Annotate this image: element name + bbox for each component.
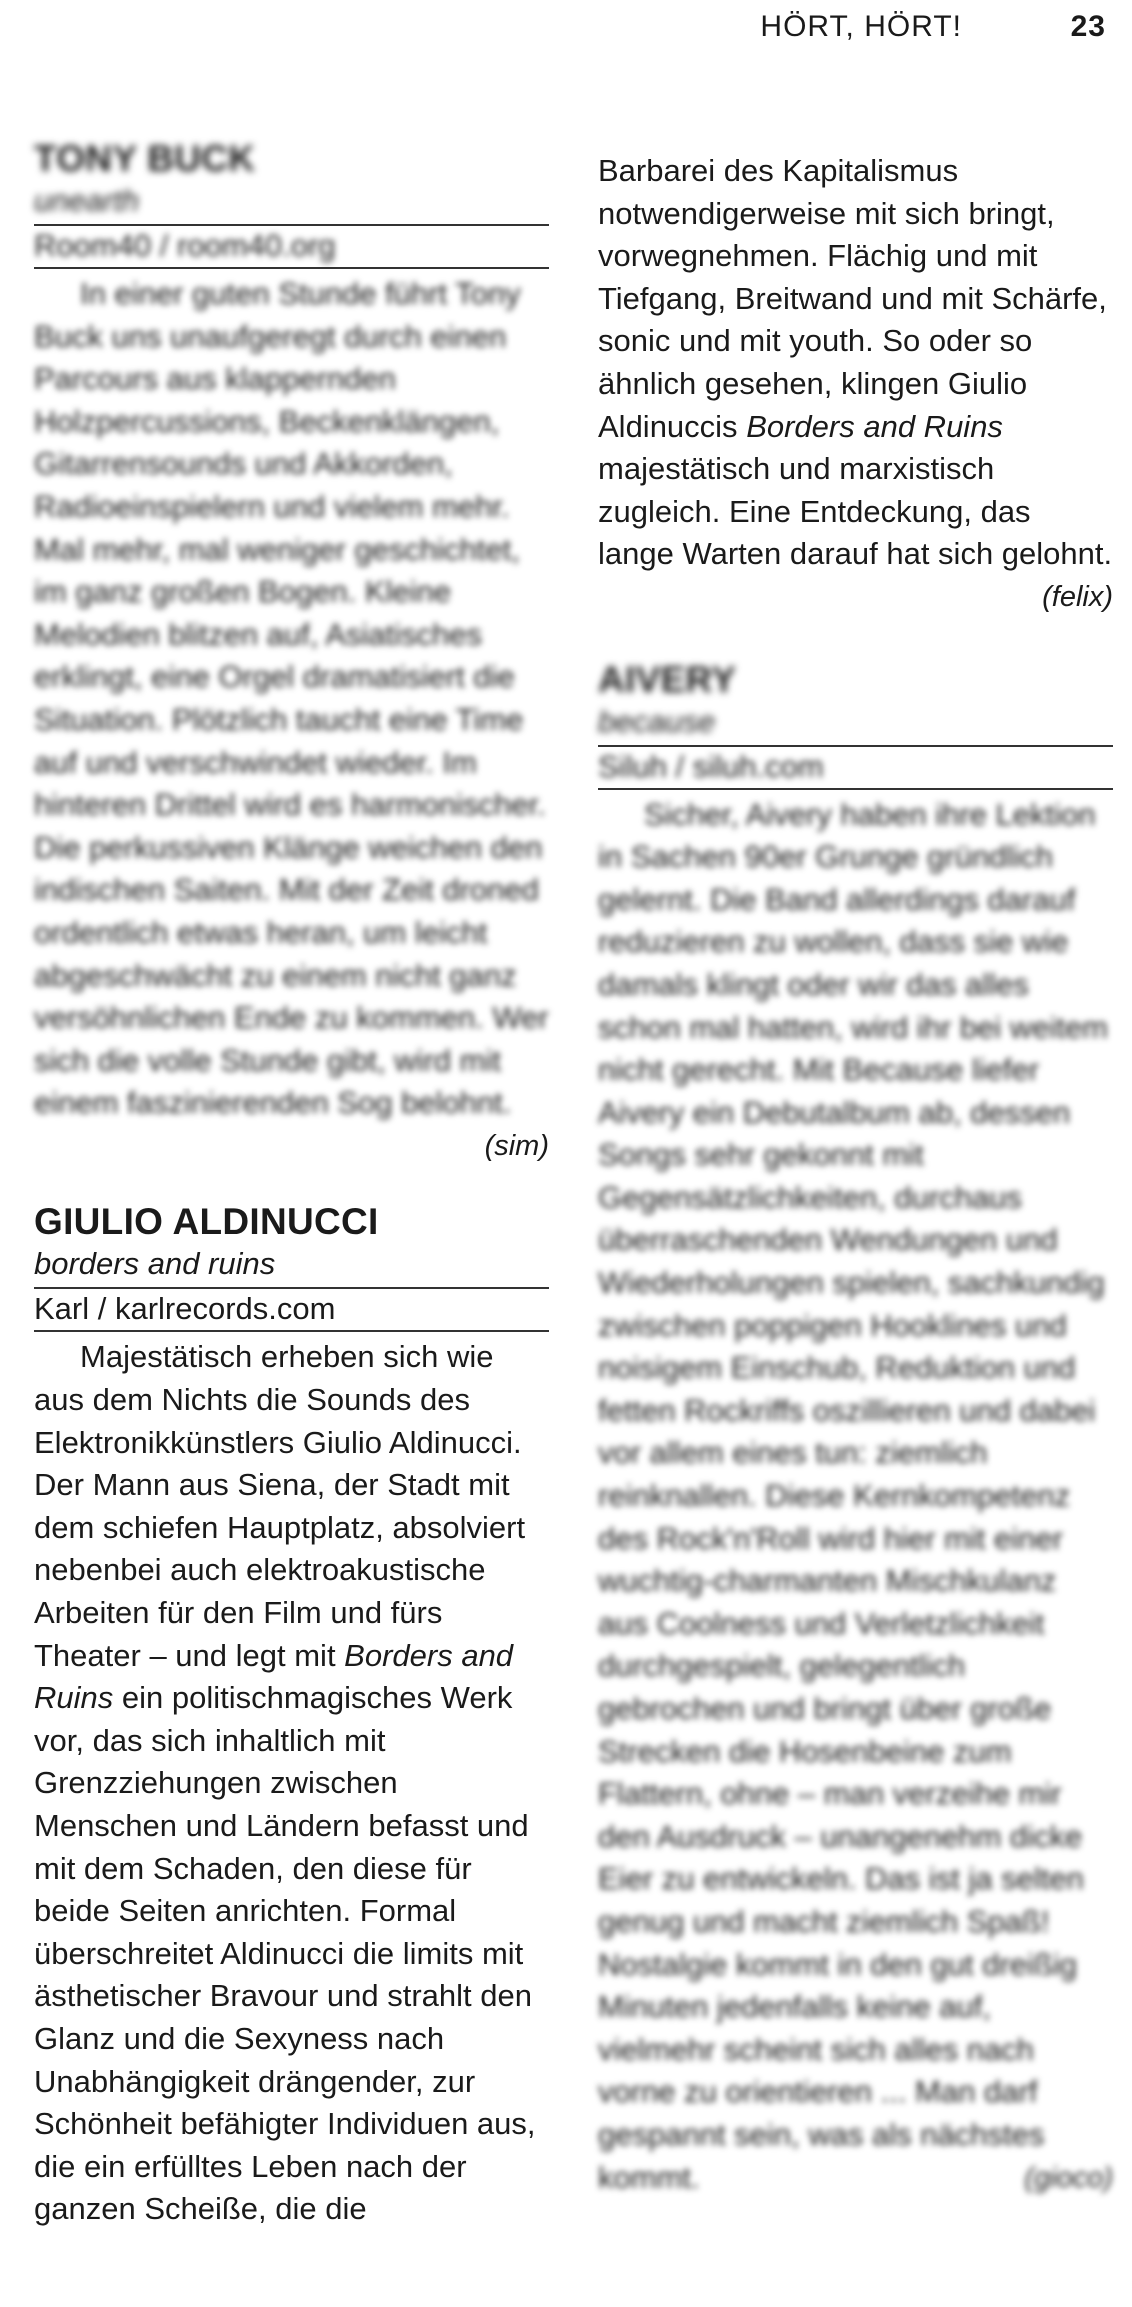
review-album-title-inline: Borders and Ruins	[34, 1637, 514, 1716]
review-body-text: In einer guten Stunde führt Tony Buck uns unaufgeregt durch einen Parcours aus klappernden Holzpercussions, Beckenklängen, Gitarrensounds und Akkorden, Radioeinspielern und vielem mehr. Mal mehr, mal weniger geschichtet, im ganz großen Bogen. Kleine Melodien blitzen auf, Asiatisches erklingt, eine Orgel dramatisiert die Situation. Plötzlich taucht eine Time auf und verschwindet wieder. Im hinteren Drittel wird es harmonischer. Die perkussiven Klänge weichen den indischen Saiten. Mit der Zeit droned ordentlich etwas heran, um leicht abgeschwächt zu einem nicht ganz versöhnlichen Ende zu kommen. Wer sich die volle Stunde gibt, wird mit einem faszinierenden Sog belohnt.	[34, 276, 549, 1121]
review-album-title-inline: Borders and Ruins	[746, 408, 1003, 444]
review-body-text-cont: ein politischmagisches Werk vor, das sich inhaltlich mit Grenzziehungen zwischen Menschen und Ländern befasst und mit dem Schaden, den diese für beide Seiten anrichten. Formal überschreitet Aldinucci die limits mit ästhetischer Bravour und strahlt den Glanz und die Sexyness nach Unabhängigkeit drängender, zur Schönheit befähigter Individuen aus, die ein erfülltes Leben nach der ganzen Scheiße, die die	[34, 1680, 536, 2227]
review-body-text: Majestätisch erheben sich wie aus dem Nichts die Sounds des Elektronikkünstlers Giulio Aldinucci. Der Mann aus Siena, der Stadt mit dem schiefen Hauptplatz, absolviert nebenbei auch elektroakustische Arbeiten für den Film und fürs Theater – und legt mit	[34, 1339, 526, 1673]
review-author: (felix)	[1042, 580, 1113, 613]
review-body	[34, 1336, 549, 2230]
review-body	[34, 273, 549, 1162]
review-body	[598, 794, 1113, 2200]
review-continuation-text-end: majestätisch und marxistisch zugleich. Eine Entdeckung, das lange Warten darauf hat sich gelohnt.	[598, 451, 1113, 572]
review-body-continuation	[598, 150, 1113, 613]
right-column	[598, 150, 1113, 2239]
review-label-text: Room40 / room40.org	[34, 228, 336, 263]
review-giulio-aldinucci	[34, 1201, 549, 2230]
review-label	[598, 745, 1113, 790]
review-tony-buck	[34, 138, 549, 1167]
review-giulio-aldinucci-continued	[598, 150, 1113, 619]
review-artist: GIULIO ALDINUCCI	[34, 1201, 379, 1243]
page-number: 23	[1070, 10, 1106, 43]
section-title: HÖRT, HÖRT!	[760, 10, 962, 43]
review-label: Karl / karlrecords.com	[34, 1287, 549, 1332]
review-aivery	[598, 659, 1113, 2200]
review-label-text: Siluh / siluh.com	[598, 748, 824, 784]
review-artist: AIVERY	[598, 658, 737, 700]
review-album: unearth	[34, 183, 140, 218]
review-author: (sim)	[484, 1129, 549, 1162]
review-album: because	[598, 703, 716, 739]
review-artist: TONY BUCK	[34, 138, 256, 179]
review-continuation-text: Barbarei des Kapitalismus notwendigerweise mit sich bringt, vorwegnehmen. Flächig und mit Tiefgang, Breitwand und mit Schärfe, sonic und mit youth. So oder so ähnlich gesehen, klingen Giulio Aldinuccis	[598, 153, 1107, 444]
review-album: borders and ruins	[34, 1246, 276, 1282]
review-author: (gioco)	[1024, 2161, 1113, 2194]
left-column	[34, 138, 549, 2271]
page-header	[0, 6, 1132, 48]
review-body-text: Sicher, Aivery haben ihre Lektion in Sachen 90er Grunge gründlich gelernt. Die Band allerdings darauf reduzieren zu wollen, dass sie wie damals klingt oder wir das alles schon mal hatten, wird ihr bei weitem nicht gerecht. Mit Because liefer Aivery ein Debutalbum ab, dessen Songs sehr gekonnt mit Gegensätzlichkeiten, durchaus überraschenden Wendungen und Wiederholungen spielen, sachkundig zwischen poppigen Hooklines und noisigem Einschub, Reduktion und fetten Rockriffs oszillieren und dabei vor allem eines tun: ziemlich reinknallen. Diese Kernkompetenz des Rock'n'Roll wird hier mit einer wuchtig-charmanten Mischkulanz aus Coolness und Verletzlichkeit durchgespielt, gelegentlich gebrochen und bringt über große Strecken die Hosenbeine zum Flattern, ohne – man verzeihe mir den Ausdruck – unangenehm dicke Eier zu entwickeln. Das ist ja selten genug und macht ziemlich Spaß! Nostalgie kommt in den gut dreißig Minuten jedenfalls keine auf, vielmehr scheint sich alles nach vorne zu orientieren ... Man darf gespannt sein, was als nächstes kommt.	[598, 796, 1109, 2195]
review-label	[34, 224, 549, 269]
